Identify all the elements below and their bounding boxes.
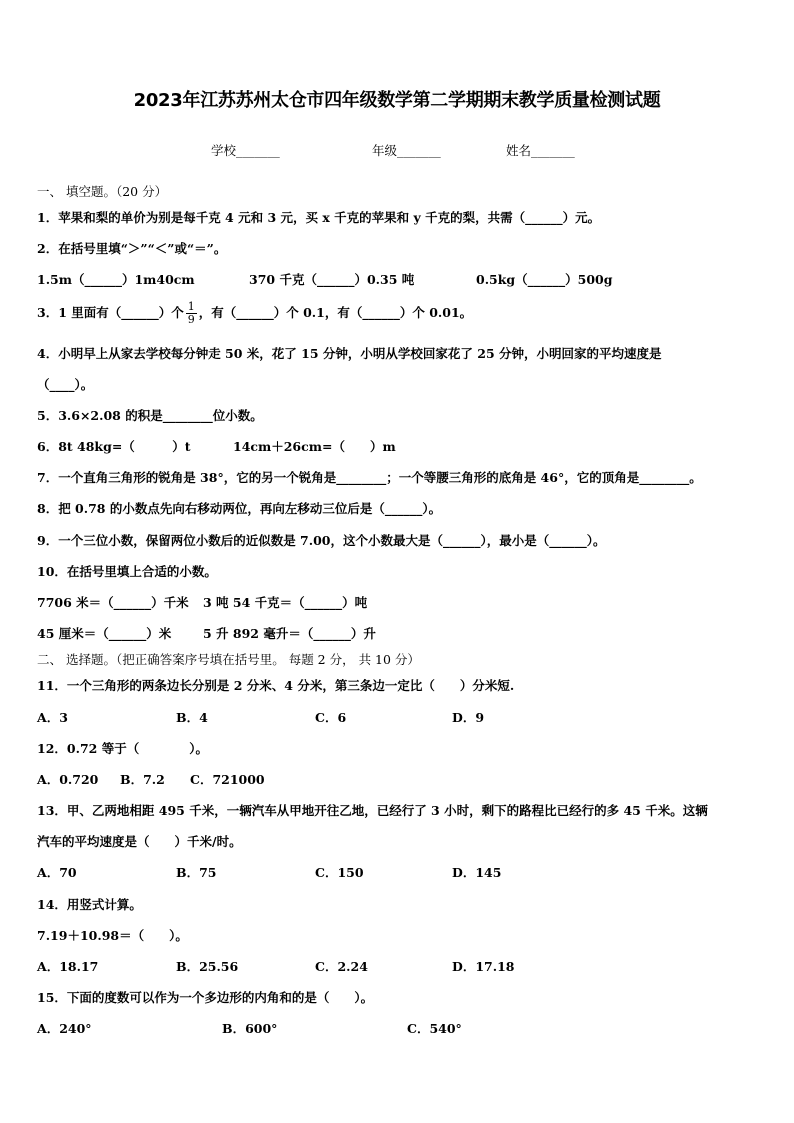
question-12-option-b: B．7.2 bbox=[120, 772, 165, 787]
question-12-option-c: C．721000 bbox=[190, 772, 265, 787]
question-4-line-2: （____）。 bbox=[37, 377, 94, 392]
question-3 bbox=[37, 301, 472, 326]
question-11-option-b: B．4 bbox=[176, 710, 208, 725]
question-11-option-c: C．6 bbox=[315, 710, 347, 725]
question-14-expression: 7.19＋10.98＝（ ）。 bbox=[37, 928, 188, 943]
question-2-c: 0.5kg（______）500g bbox=[476, 272, 613, 287]
question-13-option-a: A．70 bbox=[37, 865, 77, 880]
question-11-option-a: A．3 bbox=[37, 710, 68, 725]
question-10: 10．在括号里填上合适的小数。 bbox=[37, 564, 217, 579]
question-15-option-c: C．540° bbox=[407, 1021, 462, 1036]
question-13-line-2: 汽车的平均速度是（ ）千米/时。 bbox=[37, 834, 242, 849]
school-field: 学校_______ bbox=[211, 143, 280, 158]
question-14-option-b: B．25.56 bbox=[176, 959, 239, 974]
question-13-option-c: C．150 bbox=[315, 865, 364, 880]
question-2: 2．在括号里填“＞”“＜”或“＝”。 bbox=[37, 241, 227, 256]
question-10-b: 3 吨 54 千克＝（______）吨 bbox=[203, 595, 368, 610]
question-3-suffix: ，有（______）个 0.1，有（______）个 0.01。 bbox=[198, 305, 473, 320]
question-6-b: 14cm＋26cm=（ ）m bbox=[233, 439, 396, 454]
page-title: 2023年江苏苏州太仓市四年级数学第二学期期末教学质量检测试题 bbox=[133, 90, 661, 111]
fraction-one-ninth bbox=[186, 301, 197, 326]
question-14-option-a: A．18.17 bbox=[37, 959, 99, 974]
question-4-line-1: 4．小明早上从家去学校每分钟走 50 米，花了 15 分钟，小明从学校回家花了 25 分钟，小明回家的平均速度是 bbox=[37, 346, 662, 361]
question-14-option-c: C．2.24 bbox=[315, 959, 368, 974]
name-field: 姓名_______ bbox=[506, 143, 575, 158]
fraction-denominator: 9 bbox=[187, 313, 195, 326]
question-14: 14．用竖式计算。 bbox=[37, 897, 142, 912]
question-10-c: 45 厘米＝（______）米 bbox=[37, 626, 172, 641]
question-15: 15．下面的度数可以作为一个多边形的内角和的是（ ）。 bbox=[37, 990, 374, 1005]
question-5: 5．3.6×2.08 的积是________位小数。 bbox=[37, 408, 263, 423]
question-12: 12．0.72 等于（ ）。 bbox=[37, 741, 208, 756]
question-3-prefix: 3．1 里面有（______）个 bbox=[37, 305, 184, 320]
question-15-option-b: B．600° bbox=[222, 1021, 278, 1036]
question-12-option-a: A．0.720 bbox=[37, 772, 99, 787]
section-choice: 二、 选择题。（把正确答案序号填在括号里。 每题 2 分， 共 10 分） bbox=[37, 652, 420, 667]
question-7: 7．一个直角三角形的锐角是 38°，它的另一个锐角是________；一个等腰三角形的底角是 46°，它的顶角是________。 bbox=[37, 470, 702, 485]
question-13-option-b: B．75 bbox=[176, 865, 217, 880]
question-2-b: 370 千克（______）0.35 吨 bbox=[249, 272, 415, 287]
question-13-line-1: 13．甲、乙两地相距 495 千米，一辆汽车从甲地开往乙地，已经行了 3 小时，剩下的路程比已经行的多 45 千米。这辆 bbox=[37, 803, 708, 818]
question-2-a: 1.5m（______）1m40cm bbox=[37, 272, 195, 287]
question-8: 8．把 0.78 的小数点先向右移动两位，再向左移动三位后是（______）。 bbox=[37, 501, 442, 516]
section-fill-blank: 一、 填空题。（20 分） bbox=[37, 184, 168, 199]
question-9: 9．一个三位小数，保留两位小数后的近似数是 7.00，这个小数最大是（______），最小是（______）。 bbox=[37, 533, 606, 548]
question-11-option-d: D．9 bbox=[452, 710, 485, 725]
question-15-option-a: A．240° bbox=[37, 1021, 92, 1036]
fraction-numerator: 1 bbox=[187, 300, 195, 313]
question-13-option-d: D．145 bbox=[452, 865, 502, 880]
question-10-d: 5 升 892 毫升＝（______）升 bbox=[203, 626, 376, 641]
grade-field: 年级_______ bbox=[372, 143, 441, 158]
question-1: 1．苹果和梨的单价为别是每千克 4 元和 3 元，买 x 千克的苹果和 y 千克的梨，共需（______）元。 bbox=[37, 210, 601, 225]
question-11: 11．一个三角形的两条边长分别是 2 分米、4 分米，第三条边一定比（ ）分米短. bbox=[37, 678, 515, 693]
question-14-option-d: D．17.18 bbox=[452, 959, 515, 974]
question-10-a: 7706 米＝（______）千米 bbox=[37, 595, 189, 610]
question-6-a: 6．8t 48kg=（ ）t bbox=[37, 439, 191, 454]
